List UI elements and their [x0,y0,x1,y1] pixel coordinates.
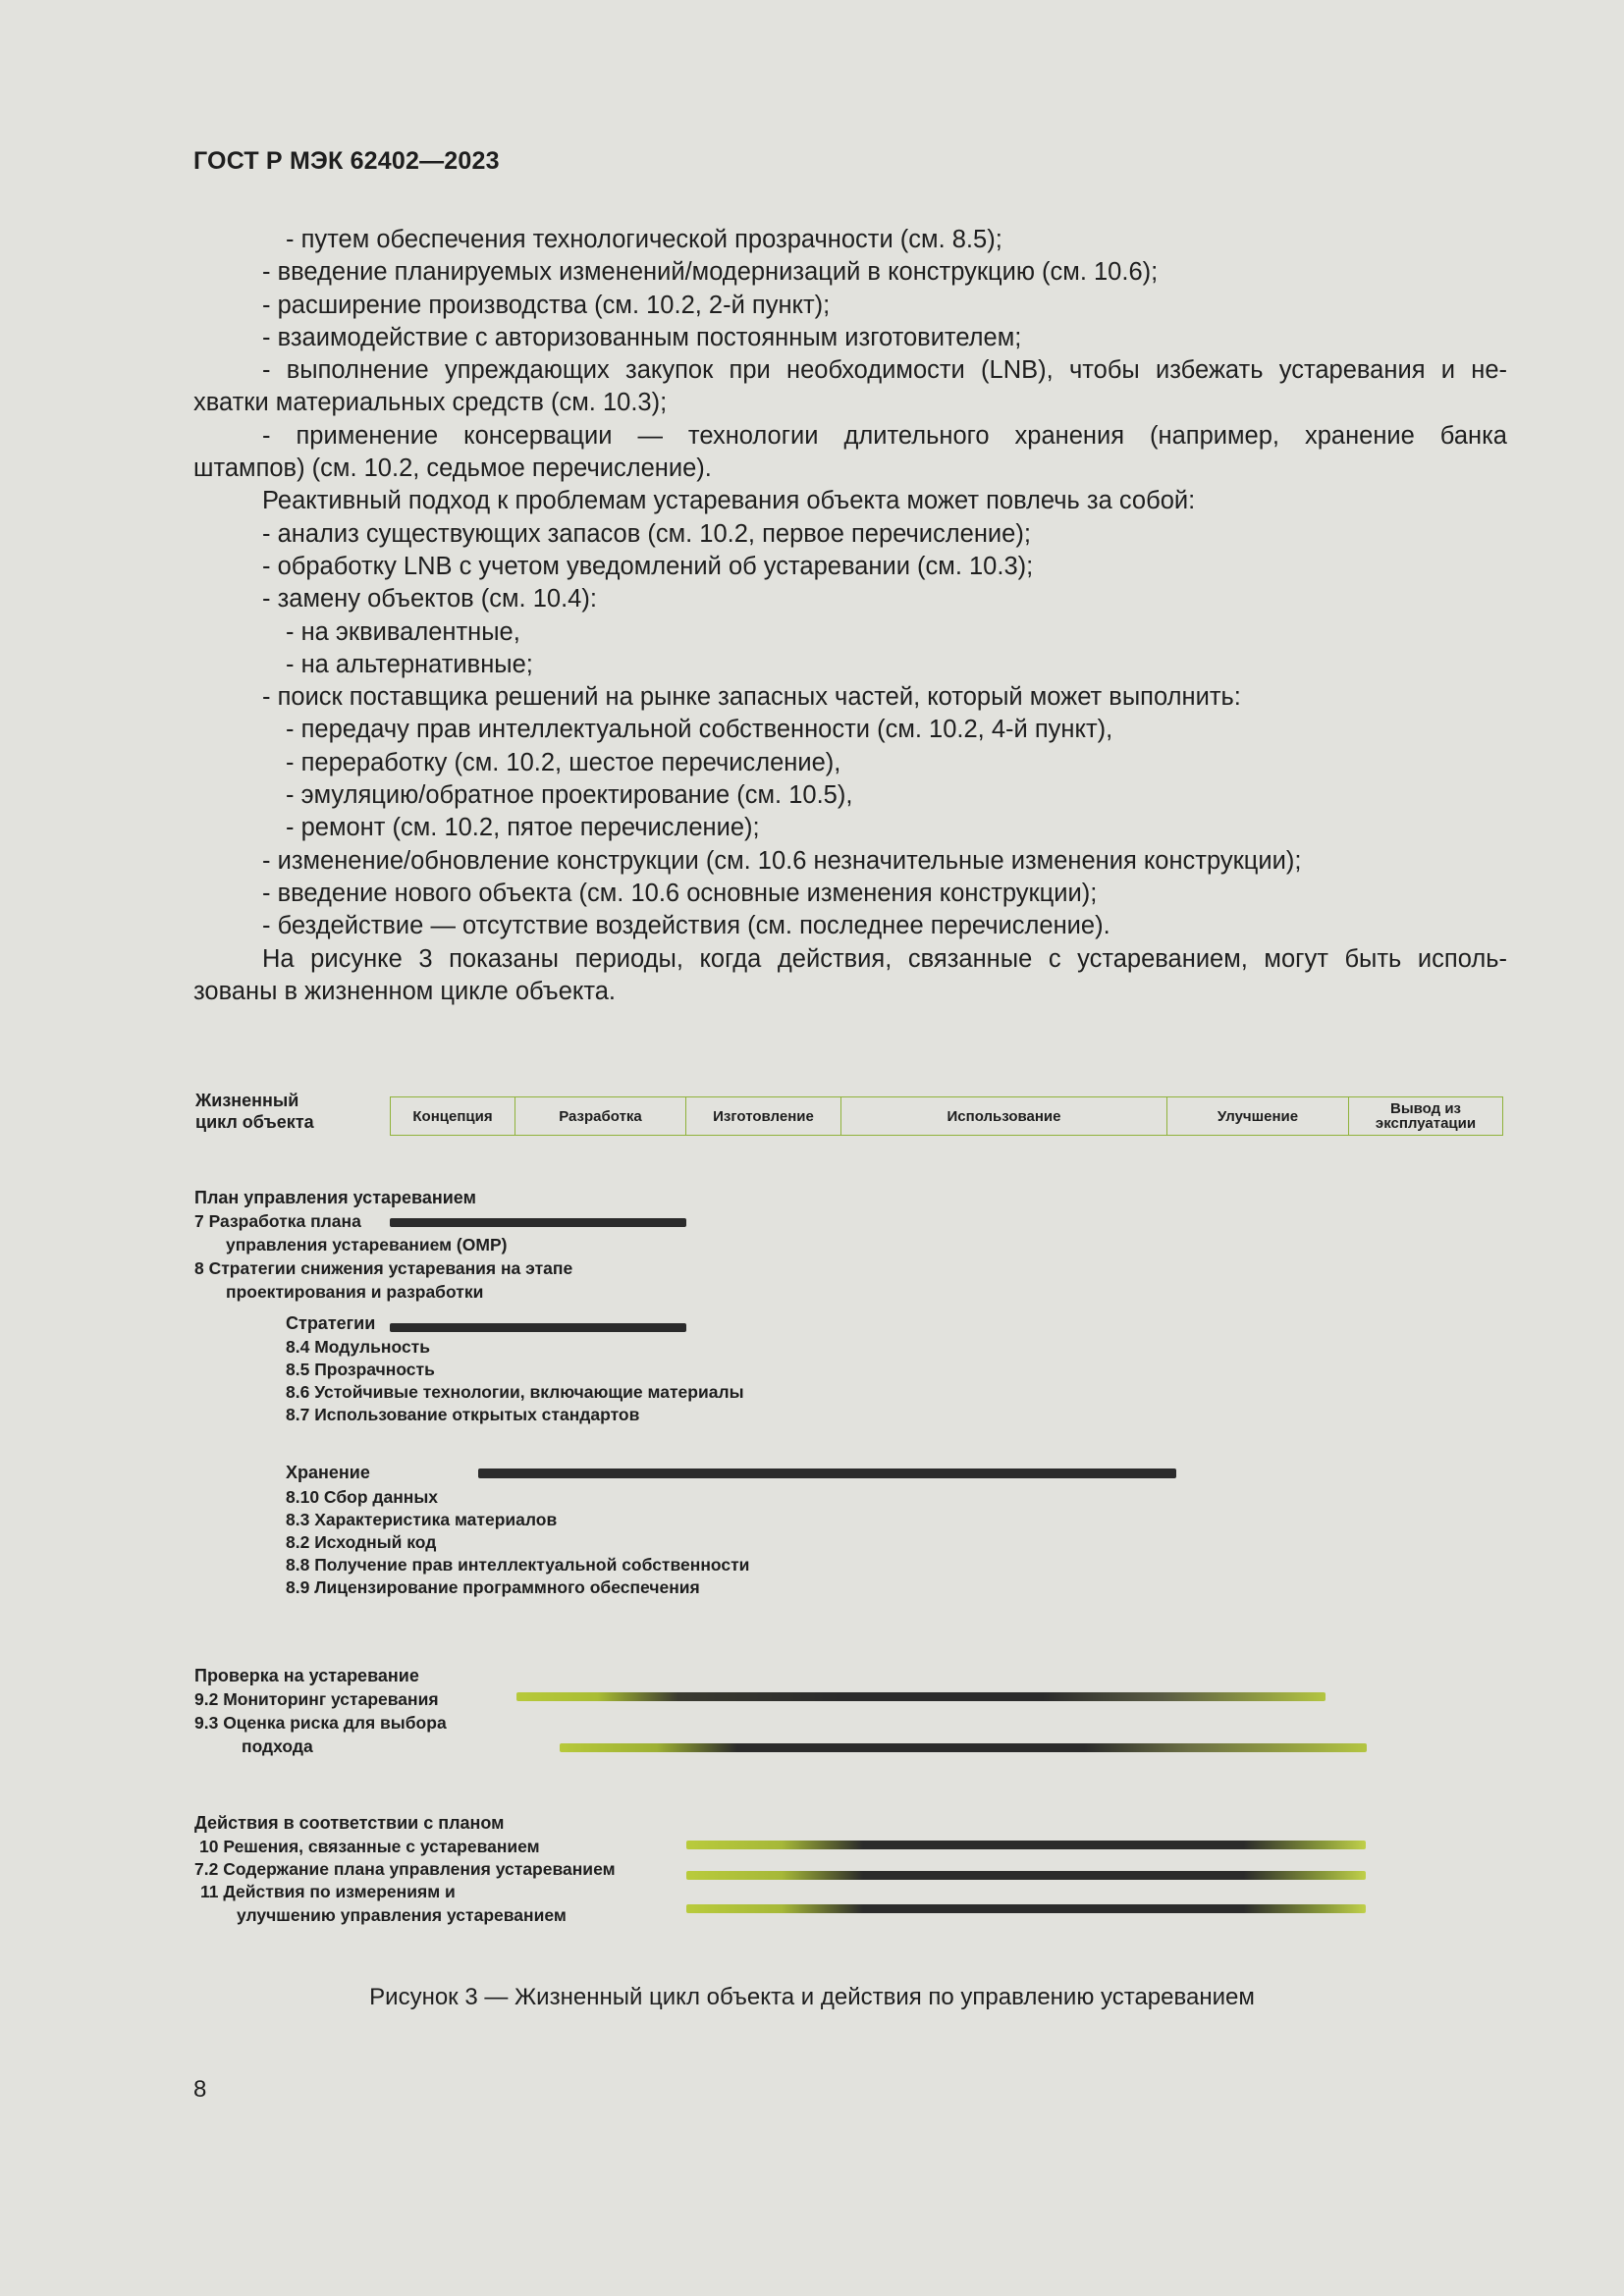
list-item: - эмуляцию/обратное проектирование (см. 10.5), [286,781,853,810]
list-item: - на альтернативные; [286,650,533,678]
list-item: - передачу прав интеллектуальной собственности (см. 10.2, 4-й пункт), [286,716,1113,744]
list-item: - бездействие — отсутствие воздействия (см. последнее перечисление). [262,912,1110,940]
list-item: - ремонт (см. 10.2, пятое перечисление); [286,814,760,842]
phase-manufacturing: Изготовление [686,1097,841,1135]
storage-item: 8.10 Сбор данных [286,1487,439,1507]
storage-item: 8.3 Характеристика материалов [286,1510,558,1529]
strategies-title: Стратегии [286,1313,376,1333]
list-item: - поиск поставщика решений на рынке запасных частей, который может выполнить: [262,683,1241,712]
storage-item: 8.8 Получение прав интеллектуальной собственности [286,1555,750,1575]
check-item-9-3-cont: подхода [242,1736,313,1756]
strategy-item: 8.7 Использование открытых стандартов [286,1405,640,1424]
phase-use: Использование [841,1097,1167,1135]
list-item: - анализ существующих запасов (см. 10.2, первое перечисление); [262,519,1031,548]
paragraph-continuation: зованы в жизненном цикле объекта. [193,977,616,1005]
list-item: - путем обеспечения технологической прозрачности (см. 8.5); [286,226,1002,253]
action-item-11-bar [686,1904,1366,1913]
action-item-10: 10 Решения, связанные с устареванием [199,1837,540,1856]
document-header: ГОСТ Р МЭК 62402—2023 [193,147,500,175]
list-item-continuation: штампов) (см. 10.2, седьмое перечисление). [193,454,712,483]
list-item: - введение планируемых изменений/модернизаций в конструкцию (см. 10.6); [262,258,1159,287]
strategy-item: 8.5 Прозрачность [286,1360,435,1379]
storage-title: Хранение [286,1463,370,1482]
check-item-9-3: 9.3 Оценка риска для выбора [194,1713,447,1733]
strategy-item: 8.6 Устойчивые технологии, включающие материалы [286,1382,744,1402]
lifecycle-phases [390,1096,1503,1136]
list-item: - расширение производства (см. 10.2, 2-й пункт); [262,291,831,319]
paragraph: На рисунке 3 показаны периоды, когда действия, связанные с устареванием, могут быть исполь- [262,944,1507,973]
list-item: - обработку LNB с учетом уведомлений об устаревании (см. 10.3); [262,552,1034,580]
action-item-10-bar [686,1841,1366,1849]
action-item-11: 11 Действия по измерениям и [200,1882,456,1901]
list-item: - замену объектов (см. 10.4): [262,585,597,614]
list-item: - выполнение упреждающих закупок при необходимости (LNB), чтобы избежать устаревания и не- [262,356,1507,385]
actions-section-title: Действия в соответствии с планом [194,1813,505,1833]
list-item: - введение нового объекта (см. 10.6 основные изменения конструкции); [262,879,1098,907]
paragraph: Реактивный подход к проблемам устаревания объекта может повлечь за собой: [262,487,1196,515]
check-section-title: Проверка на устаревание [194,1666,419,1685]
storage-bar [478,1468,1176,1478]
storage-item: 8.9 Лицензирование программного обеспечения [286,1577,700,1597]
page-number: 8 [193,2076,207,2103]
action-item-7-2: 7.2 Содержание плана управления устареванием [194,1859,616,1879]
list-item: - взаимодействие с авторизованным постоянным изготовителем; [262,323,1022,351]
phase-improvement: Улучшение [1167,1097,1349,1135]
plan-item-7: 7 Разработка плана [194,1211,361,1231]
phase-concept: Концепция [391,1097,515,1135]
phase-development: Разработка [515,1097,686,1135]
list-item: - применение консервации — технологии длительного хранения (например, хранение банка [262,421,1507,450]
body-text [193,224,1507,1008]
plan-item-8: 8 Стратегии снижения устаревания на этапе [194,1258,573,1278]
plan-item-7-bar [390,1218,686,1227]
list-item-continuation: хватки материальных средств (см. 10.3); [193,389,668,417]
list-item: - изменение/обновление конструкции (см. 10.6 незначительные изменения конструкции); [262,846,1302,875]
plan-item-8-cont: проектирования и разработки [226,1282,484,1302]
action-item-11-cont: улучшению управления устареванием [237,1905,567,1925]
phase-decommissioning: Вывод из эксплуатации [1375,1100,1477,1132]
list-item: - переработку (см. 10.2, шестое перечисление), [286,748,841,776]
lifecycle-label: Жизненный цикл объекта [195,1091,314,1132]
list-item: - на эквивалентные, [286,617,520,646]
plan-section-title: План управления устареванием [194,1188,476,1207]
check-item-9-2: 9.2 Мониторинг устаревания [194,1689,439,1709]
figure-caption: Рисунок 3 — Жизненный цикл объекта и действия по управлению устареванием [369,1984,1255,2010]
action-item-7-2-bar [686,1871,1366,1880]
strategy-item: 8.4 Модульность [286,1337,431,1357]
check-item-9-3-bar [560,1743,1367,1752]
storage-item: 8.2 Исходный код [286,1532,437,1552]
strategies-bar [390,1323,686,1332]
plan-item-7-cont: управления устареванием (OMP) [226,1235,508,1255]
check-item-9-2-bar [516,1692,1326,1701]
